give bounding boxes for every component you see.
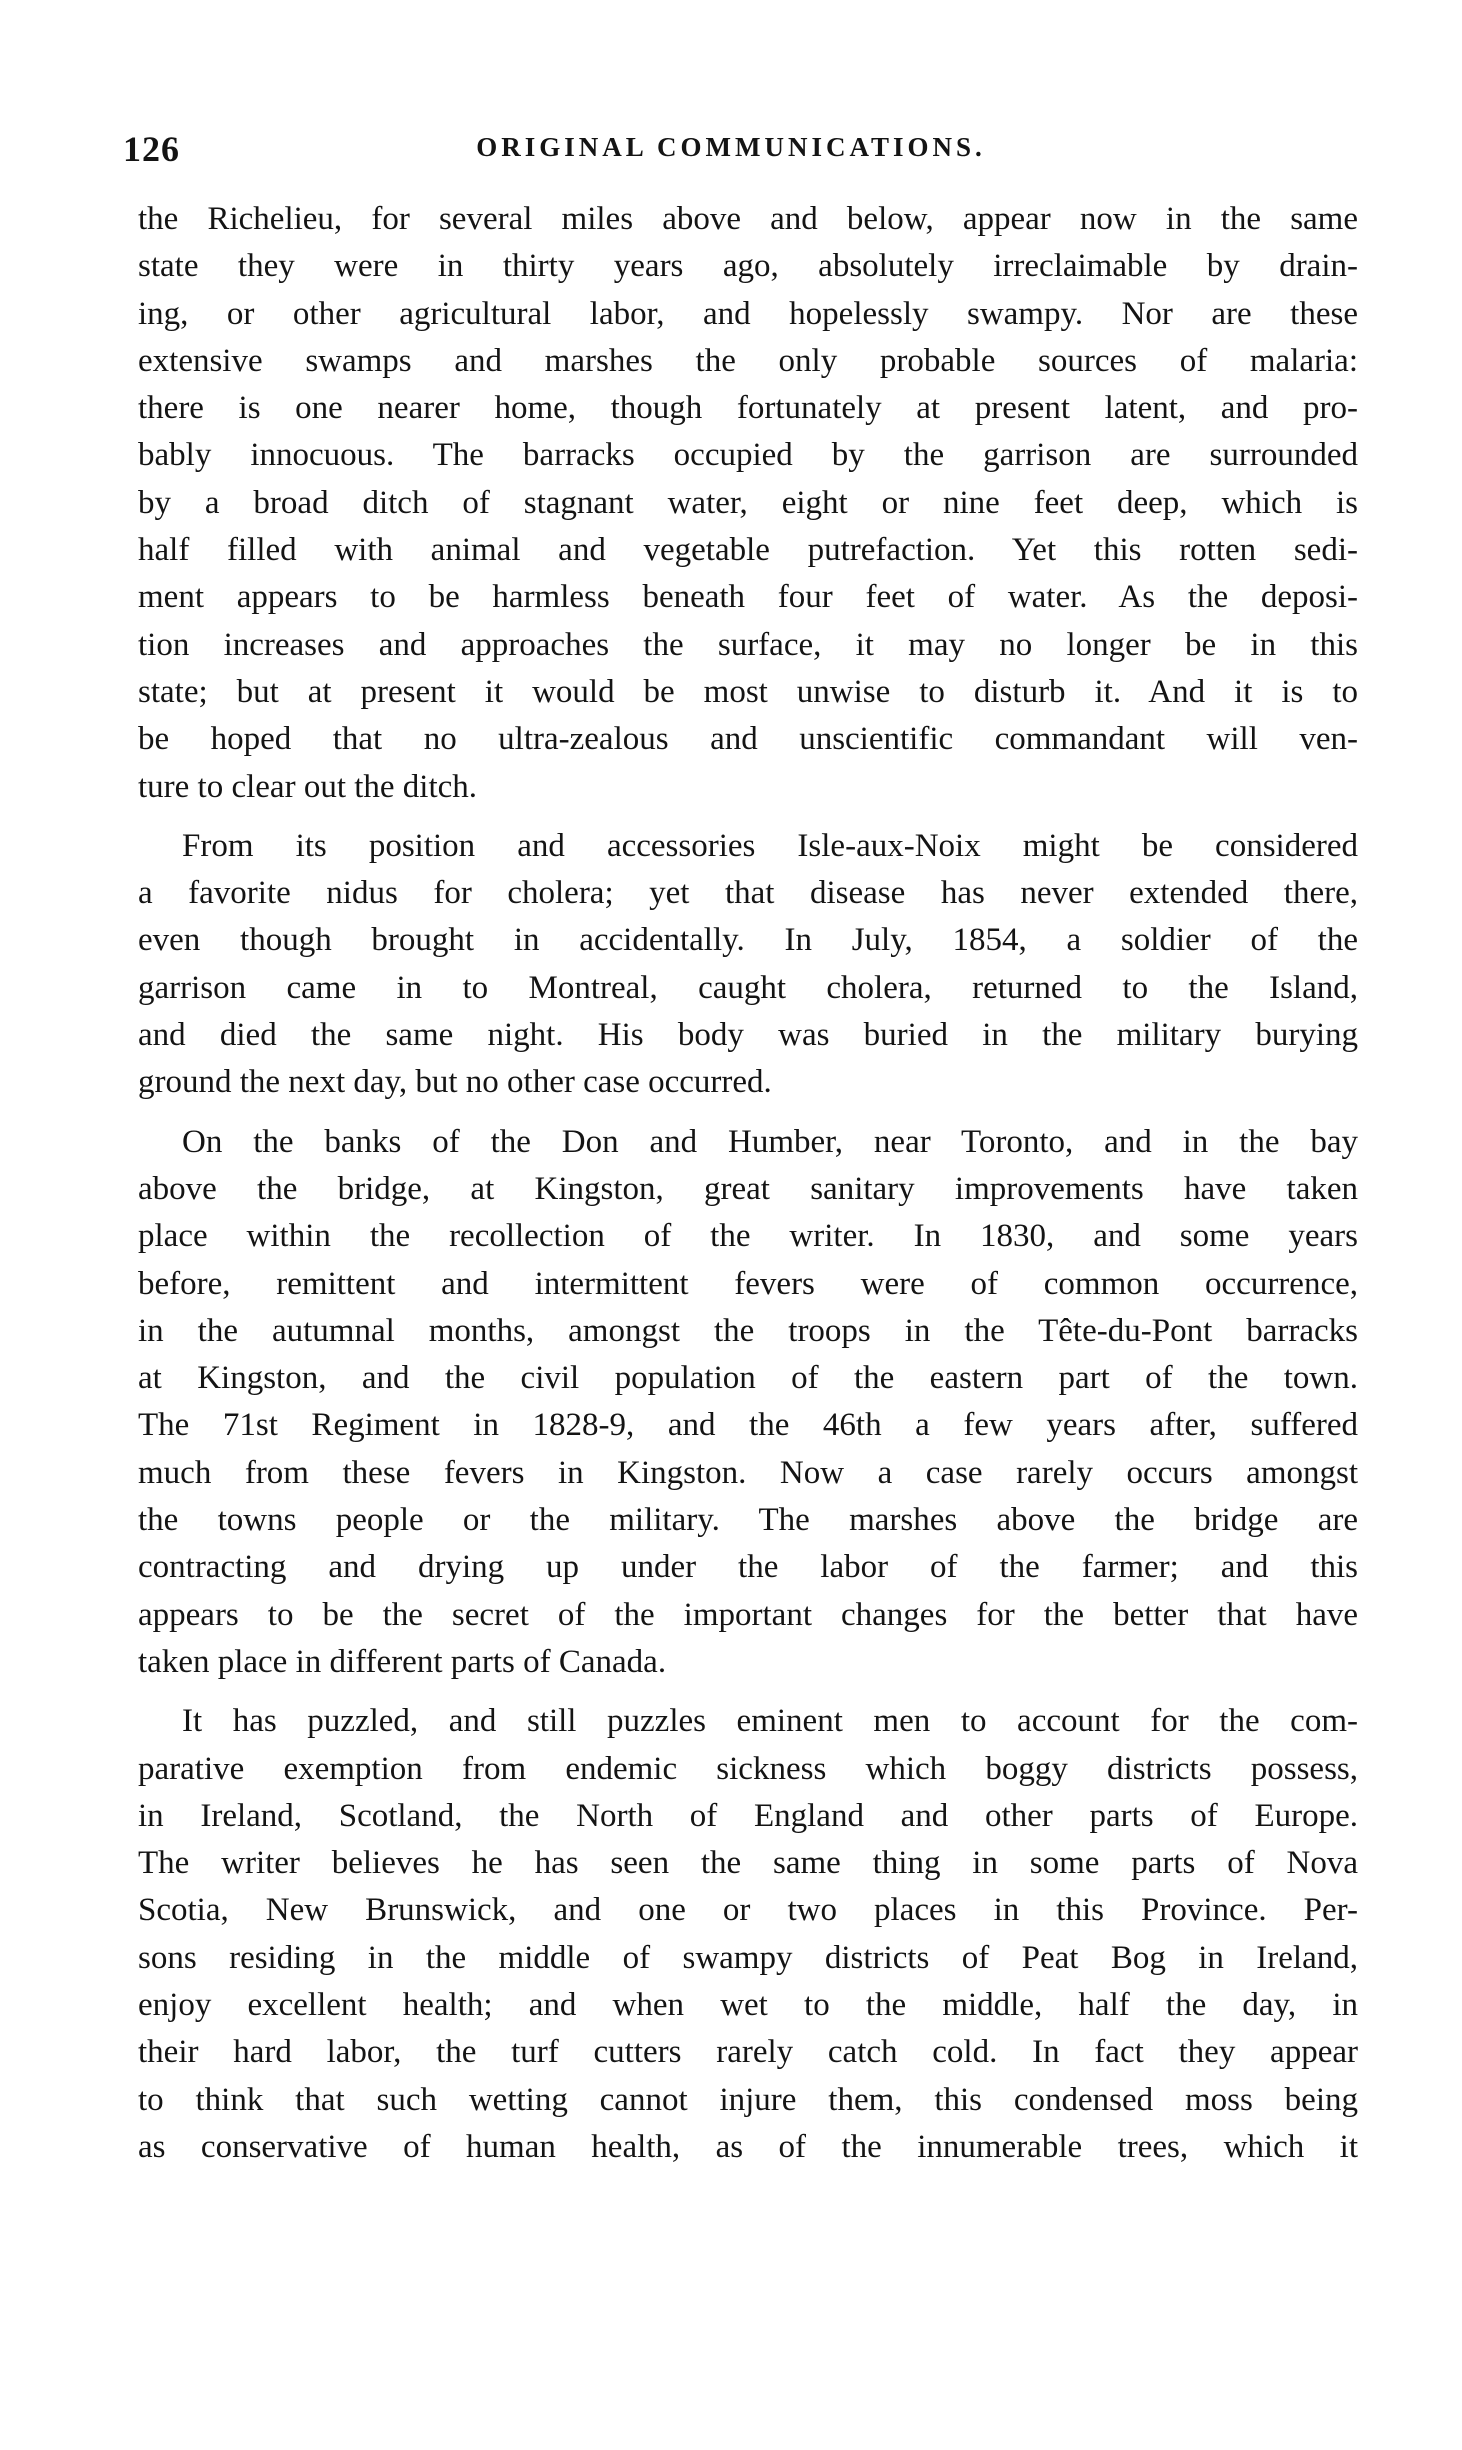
text-line: to think that such wetting cannot injure them, this condensed moss being (138, 2081, 1358, 2118)
text-line: before, remittent and intermittent fevers were of common occurrence, (138, 1265, 1358, 1302)
paragraph-kingston-improvements (138, 1119, 1358, 1687)
text-line: parative exemption from endemic sickness which boggy districts possess, (138, 1750, 1358, 1787)
text-line: ment appears to be harmless beneath four feet of water. As the deposi- (138, 579, 1358, 616)
text-line: place within the recollection of the writer. In 1830, and some years (138, 1218, 1358, 1255)
text-line: the towns people or the military. The marshes above the bridge are (138, 1502, 1358, 1539)
text-line: their hard labor, the turf cutters rarely catch cold. In fact they appear (138, 2034, 1358, 2071)
text-line: The writer believes he has seen the same thing in some parts of Nova (138, 1845, 1358, 1882)
text-line: the Richelieu, for several miles above and below, appear now in the same (138, 201, 1358, 237)
text-line: contracting and drying up under the labor of the farmer; and this (138, 1549, 1358, 1586)
page-number: 126 (123, 129, 180, 169)
text-line: appears to be the secret of the important changes for the better that have (138, 1596, 1358, 1633)
text-line: taken place in different parts of Canada. (138, 1643, 667, 1680)
text-line: It has puzzled, and still puzzles eminent men to account for the com- (182, 1703, 1358, 1740)
text-line: even though brought in accidentally. In July, 1854, a soldier of the (138, 922, 1358, 959)
text-line: much from these fevers in Kingston. Now a case rarely occurs amongst (138, 1454, 1358, 1491)
text-line: ture to clear out the ditch. (138, 768, 478, 805)
text-line: be hoped that no ultra-zealous and unscientific commandant will ven- (138, 721, 1358, 758)
text-line: enjoy excellent health; and when wet to the middle, half the day, in (138, 1986, 1358, 2023)
text-line: and died the same night. His body was buried in the military burying (138, 1017, 1358, 1054)
paragraph-isle-aux-noix (138, 823, 1358, 1107)
text-line: in the autumnal months, amongst the troops in the Tête-du-Pont barracks (138, 1312, 1358, 1349)
text-line: Scotia, New Brunswick, and one or two places in this Province. Per- (138, 1892, 1358, 1929)
text-line: above the bridge, at Kingston, great sanitary improvements have taken (138, 1170, 1358, 1207)
text-line: at Kingston, and the civil population of the eastern part of the town. (138, 1360, 1358, 1397)
paragraph-boggy-districts (138, 1698, 1358, 2171)
text-line: by a broad ditch of stagnant water, eight or nine feet deep, which is (138, 484, 1358, 521)
body-text (138, 196, 1358, 2171)
text-line: a favorite nidus for cholera; yet that disease has never extended there, (138, 875, 1358, 912)
text-line: state they were in thirty years ago, absolutely irreclaimable by drain- (138, 248, 1358, 285)
text-line: state; but at present it would be most unwise to disturb it. And it is to (138, 673, 1358, 710)
text-line: extensive swamps and marshes the only probable sources of malaria: (138, 342, 1358, 379)
text-line: ing, or other agricultural labor, and hopelessly swampy. Nor are these (138, 295, 1358, 332)
text-line: there is one nearer home, though fortunately at present latent, and pro- (138, 390, 1358, 427)
text-line: half filled with animal and vegetable putrefaction. Yet this rotten sedi- (138, 532, 1358, 569)
text-line: sons residing in the middle of swampy districts of Peat Bog in Ireland, (138, 1939, 1358, 1976)
text-line: On the banks of the Don and Humber, near Toronto, and in the bay (182, 1123, 1358, 1160)
paragraph-richelieu-swamps (138, 196, 1358, 811)
text-line: The 71st Regiment in 1828-9, and the 46th a few years after, suffered (138, 1407, 1358, 1444)
running-head: ORIGINAL COMMUNICATIONS. (476, 132, 986, 162)
text-line: From its position and accessories Isle-aux-Noix might be considered (182, 827, 1358, 864)
text-line: tion increases and approaches the surface, it may no longer be in this (138, 626, 1358, 663)
text-line: in Ireland, Scotland, the North of England and other parts of Europe. (138, 1797, 1358, 1834)
text-line: bably innocuous. The barracks occupied by the garrison are surrounded (138, 437, 1358, 474)
text-line: ground the next day, but no other case occurred. (138, 1064, 772, 1101)
text-line: as conservative of human health, as of the innumerable trees, which it (138, 2128, 1358, 2165)
text-line: garrison came in to Montreal, caught cholera, returned to the Island, (138, 969, 1358, 1006)
